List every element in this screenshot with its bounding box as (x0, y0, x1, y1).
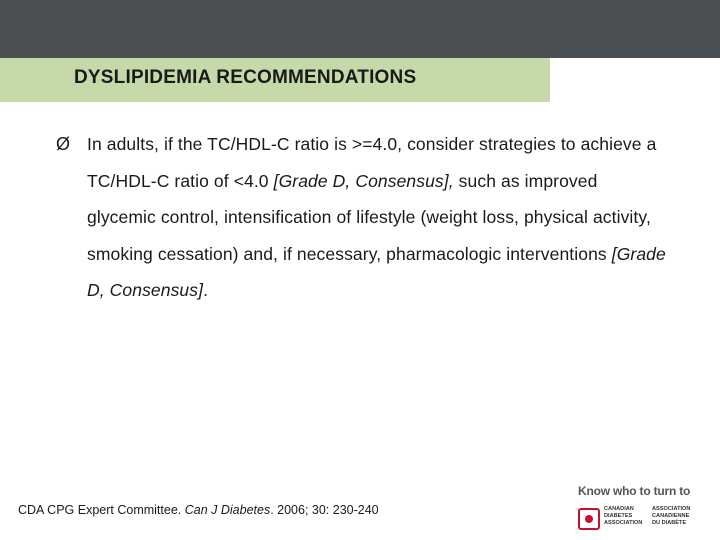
logo-org-en-line: DIABETES (604, 513, 633, 520)
logo-org-en-line: ASSOCIATION (604, 520, 643, 527)
recommendation-end: . (203, 280, 209, 301)
slide-title: DYSLIPIDEMIA RECOMMENDATIONS (74, 67, 417, 88)
citation-journal: Can J Diabetes (184, 503, 271, 517)
citation-mid: Expert Committee. (77, 503, 185, 517)
logo-org-english (604, 506, 652, 528)
citation-prefix: CDA CPG (18, 503, 78, 517)
bullet-arrow-icon: Ø (56, 134, 71, 154)
logo-org-fr-line: DU DIABÈTE (652, 520, 687, 527)
header-band (0, 0, 720, 58)
logo-org-fr-line: CANADIENNE (652, 513, 690, 520)
logo-org-fr-line: ASSOCIATION (652, 506, 691, 512)
logo-org-french (652, 506, 700, 528)
recommendation-text (87, 126, 667, 309)
recommendation-part-1: In adults, if the TC/HDL-C ratio is >=4.0, consider strategies to achieve a TC/HDL-C ratio of <4.0 (87, 134, 657, 191)
logo-org-en-line: CANADIAN (604, 506, 634, 512)
cda-mark-icon (578, 508, 600, 530)
recommendation-part-2: such as improved glycemic control, intensification of lifestyle (weight loss, physical activity, smoking cessation) and, if necessary, pharmacologic interventions (87, 170, 651, 264)
citation-suffix: . 2006; 30: 230-240 (270, 503, 379, 517)
grade-label-2: [Grade D, Consensus] (87, 243, 666, 301)
grade-label-1: [Grade D, Consensus], (273, 170, 454, 191)
logo-tagline: Know who to turn to (578, 484, 691, 498)
citation (18, 503, 379, 517)
cda-logo (576, 484, 706, 536)
